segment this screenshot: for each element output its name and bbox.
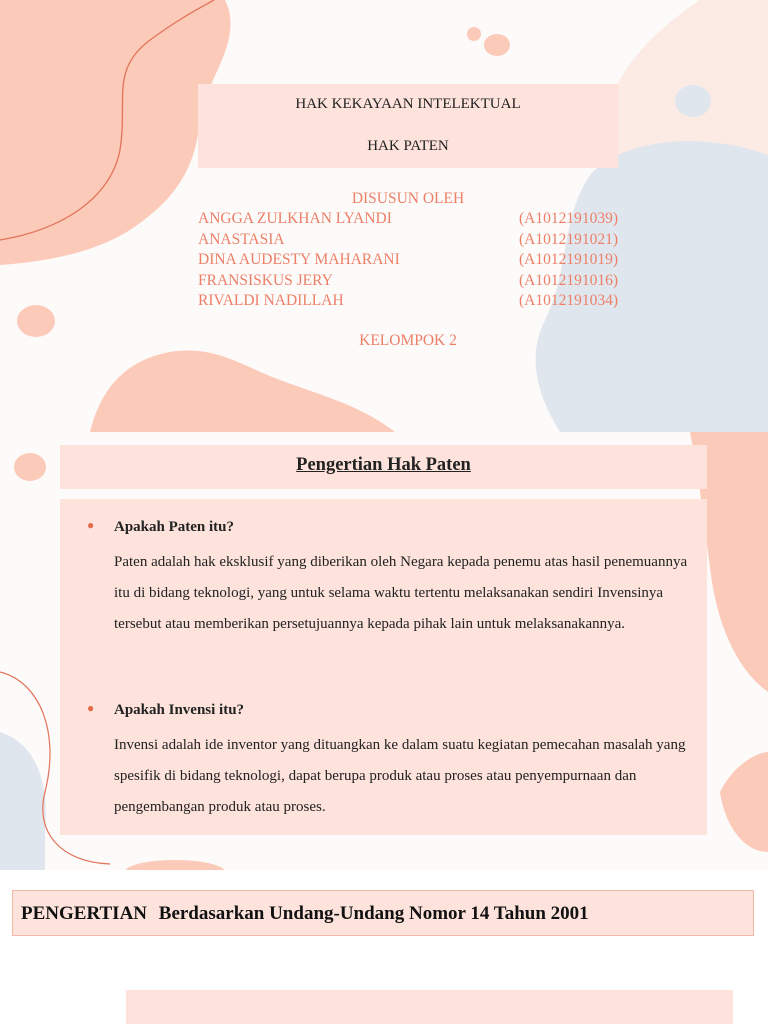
cover-page [0, 0, 768, 432]
next-section-box [126, 990, 733, 1024]
section-title: Pengertian Hak Paten [296, 455, 471, 475]
qa-item [87, 517, 694, 640]
member-id: (A1012191039) [518, 210, 618, 227]
sub-title: HAK PATEN [367, 138, 449, 154]
answer: Paten adalah hak eksklusif yang diberikan oleh Negara kepada penemu atas hasil penemuannya itu di bidang teknologi, yang untuk selama waktu tertentu melaksanakan sendiri Invensinya tersebut atau memberikan persetujuannya kepada pihak lain untuk melaksanakannya. [114, 554, 688, 632]
bullet-icon: ● [87, 518, 95, 532]
title-box [198, 84, 618, 168]
member-id: (A1012191021) [518, 230, 618, 248]
credits [198, 188, 618, 350]
law-heading-box [12, 890, 754, 936]
member-row [198, 271, 618, 292]
question: Apakah Paten itu? [114, 519, 235, 535]
main-title: HAK KEKAYAAN INTELEKTUAL [295, 96, 521, 112]
member-name: FRANSISKUS JERY [198, 271, 333, 289]
compiled-by-heading: DISUSUN OLEH [351, 190, 465, 207]
member-name: DINA AUDESTY MAHARANI [198, 251, 400, 268]
group-label: KELOMPOK 2 [359, 331, 457, 349]
member-id: (A1012191034) [518, 292, 618, 309]
member-id: (A1012191019) [518, 251, 618, 268]
member-name: ANGGA ZULKHAN LYANDI [198, 210, 392, 227]
law-text: Berdasarkan Undang-Undang Nomor 14 Tahun 2001 [158, 903, 589, 924]
law-page [0, 870, 768, 1024]
member-row [198, 230, 618, 251]
law-heading [21, 903, 589, 925]
member-id: (A1012191016) [518, 271, 618, 289]
definition-page [0, 432, 768, 870]
section-title-box [60, 445, 707, 489]
answer: Invensi adalah ide inventor yang dituangkan ke dalam suatu kegiatan pemecahan masalah yang spesifik di bidang teknologi, dapat berupa produk atau proses atau penyempurnaan dan pengembangan produk atau proses. [114, 737, 686, 815]
question: Apakah Invensi itu? [114, 702, 245, 718]
member-row [198, 291, 618, 312]
bullet-icon: ● [87, 701, 95, 715]
member-name: RIVALDI NADILLAH [198, 292, 344, 309]
definition-content [60, 499, 707, 835]
law-lead: PENGERTIAN [21, 903, 148, 924]
member-row [198, 250, 618, 271]
qa-item [87, 700, 694, 823]
member-name: ANASTASIA [198, 230, 285, 248]
member-row [198, 209, 618, 230]
